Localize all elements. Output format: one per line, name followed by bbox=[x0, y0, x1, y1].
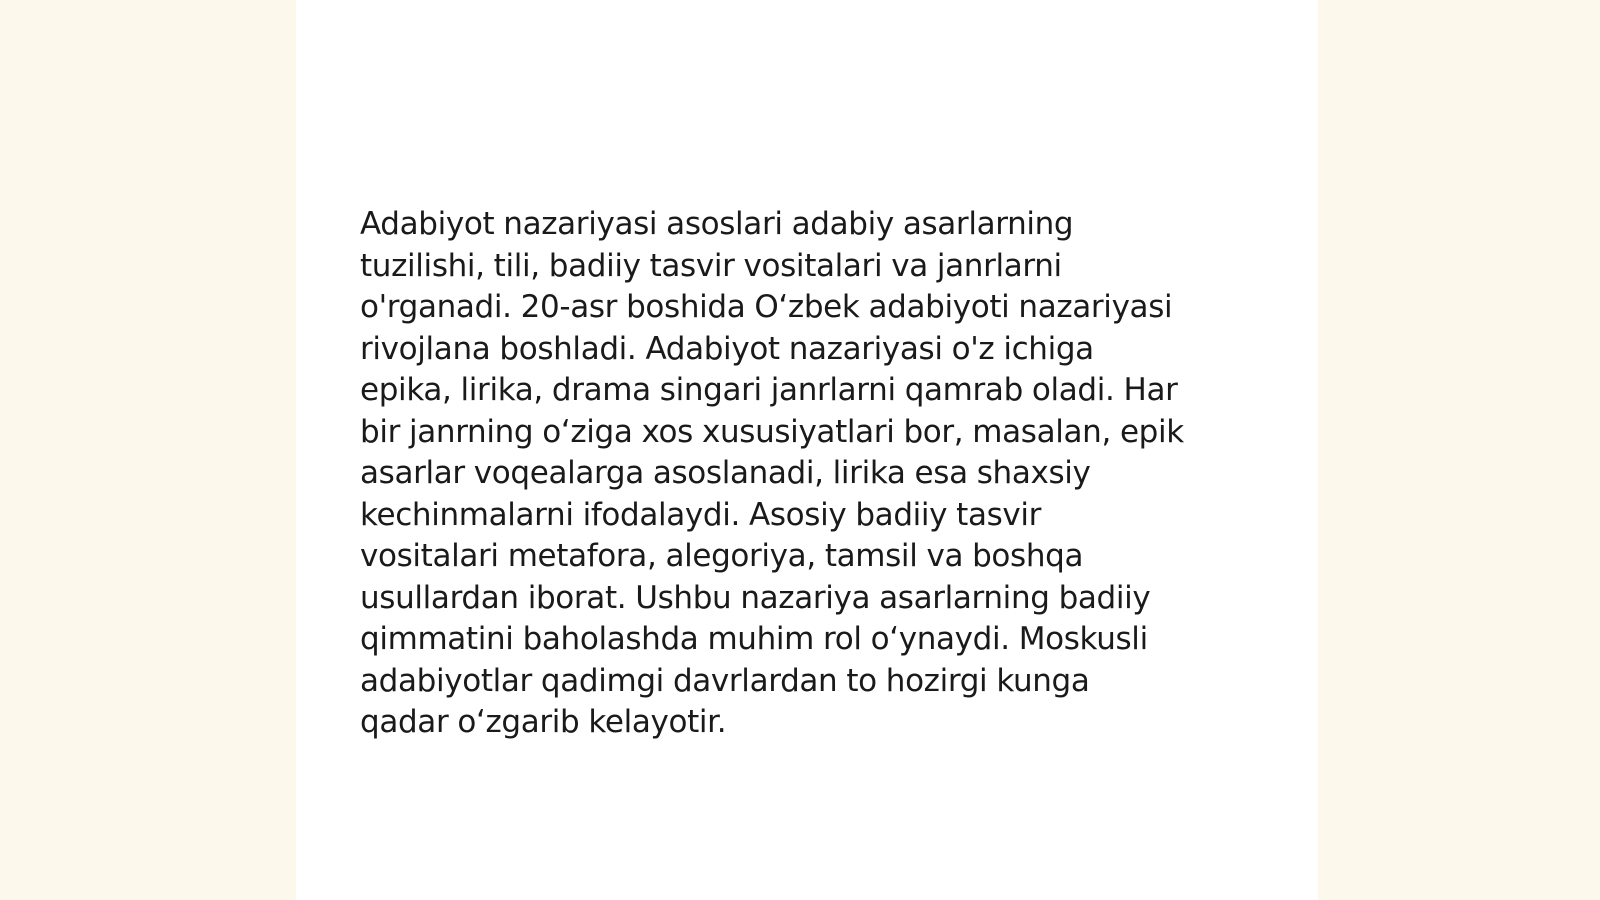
paragraph-line-6: bir janrning o‘ziga xos xususiyatlari bor, masalan, epik bbox=[360, 413, 1184, 450]
paragraph-line-12: adabiyotlar qadimgi davrlardan to hozirgi kunga bbox=[360, 662, 1090, 699]
paragraph-line-1: Adabiyot nazariyasi asoslari adabiy asarlarning bbox=[360, 206, 1074, 242]
paragraph-line-10: usullardan iborat. Ushbu nazariya asarlarning badiiy bbox=[360, 579, 1151, 616]
paragraph-line-9: vositalari metafora, alegoriya, tamsil va boshqa bbox=[360, 538, 1084, 574]
paragraph-line-11: qimmatini baholashda muhim rol o‘ynaydi. Moskusli bbox=[360, 621, 1148, 657]
paragraph-line-4: rivojlana boshladi. Adabiyot nazariyasi o'z ichiga bbox=[360, 330, 1094, 367]
paragraph-line-3: o'rganadi. 20-asr boshida O‘zbek adabiyoti nazariyasi bbox=[360, 289, 1173, 325]
paragraph-line-5: epika, lirika, drama singari janrlarni qamrab oladi. Har bbox=[360, 372, 1178, 408]
paragraph-line-8: kechinmalarni ifodalaydi. Asosiy badiiy tasvir bbox=[360, 496, 1042, 533]
paragraph-line-7: asarlar voqealarga asoslanadi, lirika esa shaxsiy bbox=[360, 455, 1091, 491]
paragraph-line-2: tuzilishi, tili, badiiy tasvir vositalari va janrlarni bbox=[360, 247, 1062, 284]
slide-panel bbox=[296, 0, 1318, 900]
body-paragraph bbox=[360, 204, 1260, 744]
paragraph-line-13: qadar o‘zgarib kelayotir. bbox=[360, 704, 727, 740]
